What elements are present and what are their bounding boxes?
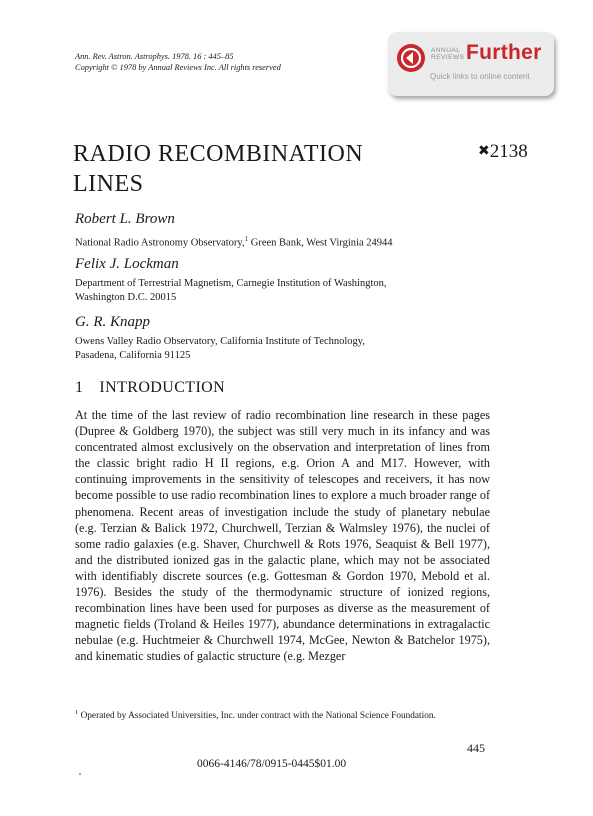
- citation-line-2: Copyright © 1978 by Annual Reviews Inc. All rights reserved: [75, 63, 281, 72]
- further-badge[interactable]: [388, 32, 554, 96]
- further-title: Further: [466, 41, 542, 64]
- footnote-mark: 1: [75, 709, 79, 716]
- author-name-1: Robert L. Brown: [75, 211, 175, 227]
- footnote-text: Operated by Associated Universities, Inc. under contract with the National Science Foundation.: [78, 711, 436, 722]
- author-affiliation-2: Department of Terrestrial Magnetism, Carnegie Institution of Washington, Washington D.C. 20015: [75, 278, 387, 303]
- id-marker-icon: ✖: [478, 144, 490, 159]
- footnote-ref[interactable]: 1: [244, 235, 249, 243]
- section-heading: [75, 379, 225, 397]
- author-name-2: Felix J. Lockman: [75, 256, 179, 272]
- article-id: [478, 141, 528, 163]
- body-paragraph: At the time of the last review of radio recombination line research in these pages (Dupree & Goldberg 1970), the subject was still very much in its infancy and was concentrated almost exclusively on the observation and interpretation of lines from the classic bright radio H II regions, e.g. Orion A and M17. However, with continuing improvements in the sensitivity of telescopes and receivers, it has now become possible to use radio recombination lines to explore a much broader range of phenomena. Recent areas of investigation include the study of planetary nebulae (e.g. Terzian & Balick 1972, Churchwell, Terzian & Walmsley 1976), the nuclei of some radio galaxies (e.g. Shaver, Churchwell & Rots 1976, Seaquist & Bell 1977), and the distributed ionized gas in the galactic plane, which may not be associated with identifiably discrete sources (e.g. Gottesman & Gordon 1970, Mebold et al. 1976). Besides the study of the thermodynamic structure of ionized regions, recombination lines have been used for purposes as diverse as the measurement of magnetic fields (Troland & Heiles 1977), abundance determinations in extragalactic nebulae (e.g. Huchtmeier & Churchwell 1974, McGee, Newton & Batchelor 1975), and kinematic studies of galactic structure (e.g. Mezger: [75, 408, 490, 664]
- footnote: [75, 707, 490, 722]
- further-arrow-icon: [397, 44, 425, 72]
- section-title: INTRODUCTION: [99, 379, 226, 396]
- citation-line-1: Ann. Rev. Astron. Astrophys. 1978. 16 : 445–85: [75, 52, 234, 61]
- journal-citation: [75, 51, 281, 73]
- author-name-3: G. R. Knapp: [75, 314, 150, 330]
- page-number: 445: [467, 741, 485, 755]
- further-publisher-label: ANNUAL REVIEWS: [431, 47, 465, 61]
- section-number: 1: [75, 379, 84, 396]
- author-affiliation-3: Owens Valley Radio Observatory, California Institute of Technology, Pasadena, California 91125: [75, 336, 365, 361]
- article-title: RADIO RECOMBINATION LINES: [73, 141, 364, 197]
- author-affiliation-1: National Radio Astronomy Observatory,$^1$ Green Bank, West Virginia 24944: [75, 235, 393, 249]
- article-id-number: 2138: [489, 141, 528, 162]
- article-code: 0066-4146/78/0915-0445$01.00: [197, 758, 347, 770]
- further-subtitle: Quick links to online content: [430, 72, 530, 81]
- scan-speck: [79, 773, 81, 775]
